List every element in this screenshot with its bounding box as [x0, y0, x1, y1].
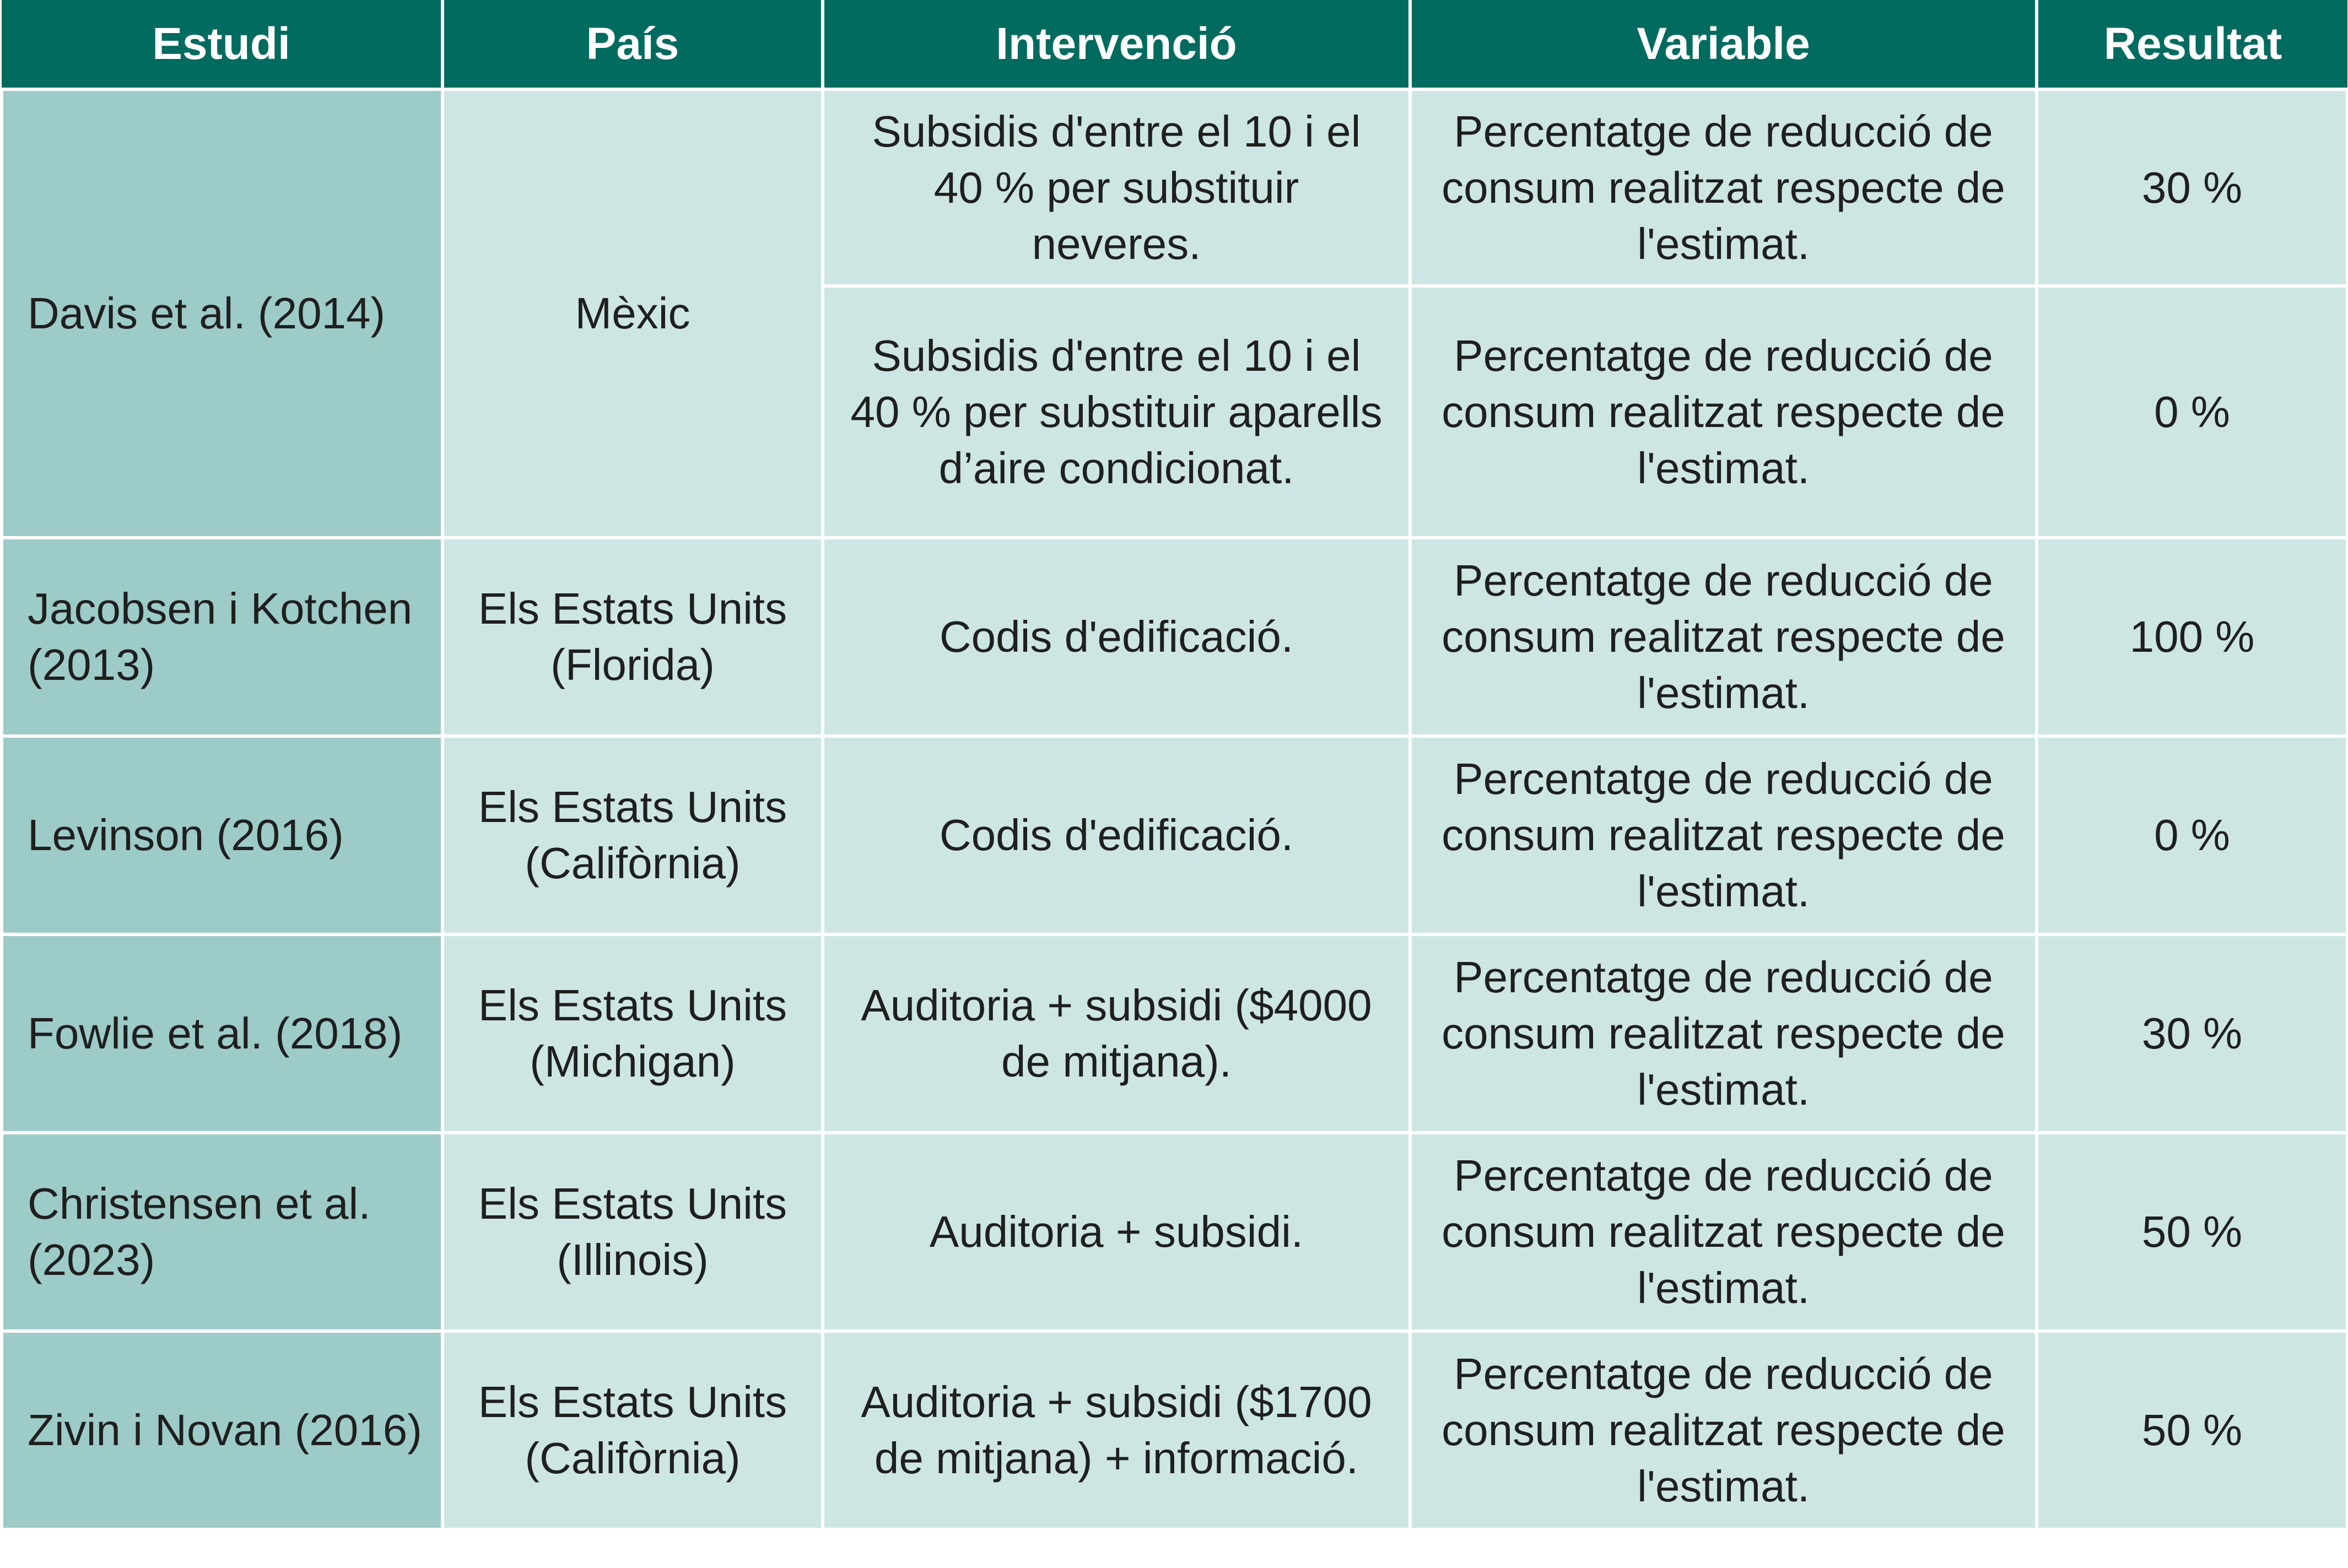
- result-cell: 0 %: [2037, 286, 2347, 538]
- table-row: [2, 1133, 2347, 1331]
- table-row: [2, 538, 2347, 736]
- intervention-cell: Codis d'edificació.: [823, 538, 1410, 736]
- column-header-result: Resultat: [2037, 0, 2347, 89]
- variable-cell: Percentatge de reducció de consum realitzat respecte de l'estimat.: [1410, 538, 2037, 736]
- column-header-study: Estudi: [2, 0, 442, 89]
- table-row: [2, 89, 2347, 286]
- column-header-variable: Variable: [1410, 0, 2037, 89]
- study-cell: Fowlie et al. (2018): [2, 934, 442, 1133]
- country-cell: Els Estats Units (Illinois): [442, 1133, 823, 1331]
- intervention-cell: Subsidis d'entre el 10 i el 40 % per substituir aparells d’aire condicionat.: [823, 286, 1410, 538]
- study-cell: Davis et al. (2014): [2, 89, 442, 538]
- variable-cell: Percentatge de reducció de consum realitzat respecte de l'estimat.: [1410, 736, 2037, 934]
- country-cell: Els Estats Units (Michigan): [442, 934, 823, 1133]
- column-header-intervention: Intervenció: [823, 0, 1410, 89]
- result-cell: 30 %: [2037, 934, 2347, 1133]
- intervention-cell: Auditoria + subsidi ($4000 de mitjana).: [823, 934, 1410, 1133]
- variable-cell: Percentatge de reducció de consum realitzat respecte de l'estimat.: [1410, 934, 2037, 1133]
- table-header-row: [2, 0, 2347, 89]
- study-cell: Zivin i Novan (2016): [2, 1331, 442, 1529]
- intervention-cell: Auditoria + subsidi ($1700 de mitjana) + informació.: [823, 1331, 1410, 1529]
- result-cell: 100 %: [2037, 538, 2347, 736]
- intervention-cell: Auditoria + subsidi.: [823, 1133, 1410, 1331]
- result-cell: 50 %: [2037, 1331, 2347, 1529]
- table-row: [2, 934, 2347, 1133]
- country-cell: Mèxic: [442, 89, 823, 538]
- column-header-country: País: [442, 0, 823, 89]
- country-cell: Els Estats Units (Califòrnia): [442, 736, 823, 934]
- intervention-cell: Subsidis d'entre el 10 i el 40 % per substituir neveres.: [823, 89, 1410, 286]
- study-cell: Christensen et al. (2023): [2, 1133, 442, 1331]
- variable-cell: Percentatge de reducció de consum realitzat respecte de l'estimat.: [1410, 286, 2037, 538]
- study-cell: Levinson (2016): [2, 736, 442, 934]
- result-cell: 0 %: [2037, 736, 2347, 934]
- study-cell: Jacobsen i Kotchen (2013): [2, 538, 442, 736]
- result-cell: 30 %: [2037, 89, 2347, 286]
- country-cell: Els Estats Units (Florida): [442, 538, 823, 736]
- intervention-cell: Codis d'edificació.: [823, 736, 1410, 934]
- variable-cell: Percentatge de reducció de consum realitzat respecte de l'estimat.: [1410, 89, 2037, 286]
- table-row: [2, 1331, 2347, 1529]
- variable-cell: Percentatge de reducció de consum realitzat respecte de l'estimat.: [1410, 1133, 2037, 1331]
- variable-cell: Percentatge de reducció de consum realitzat respecte de l'estimat.: [1410, 1331, 2037, 1529]
- result-cell: 50 %: [2037, 1133, 2347, 1331]
- country-cell: Els Estats Units (Califòrnia): [442, 1331, 823, 1529]
- table-row: [2, 736, 2347, 934]
